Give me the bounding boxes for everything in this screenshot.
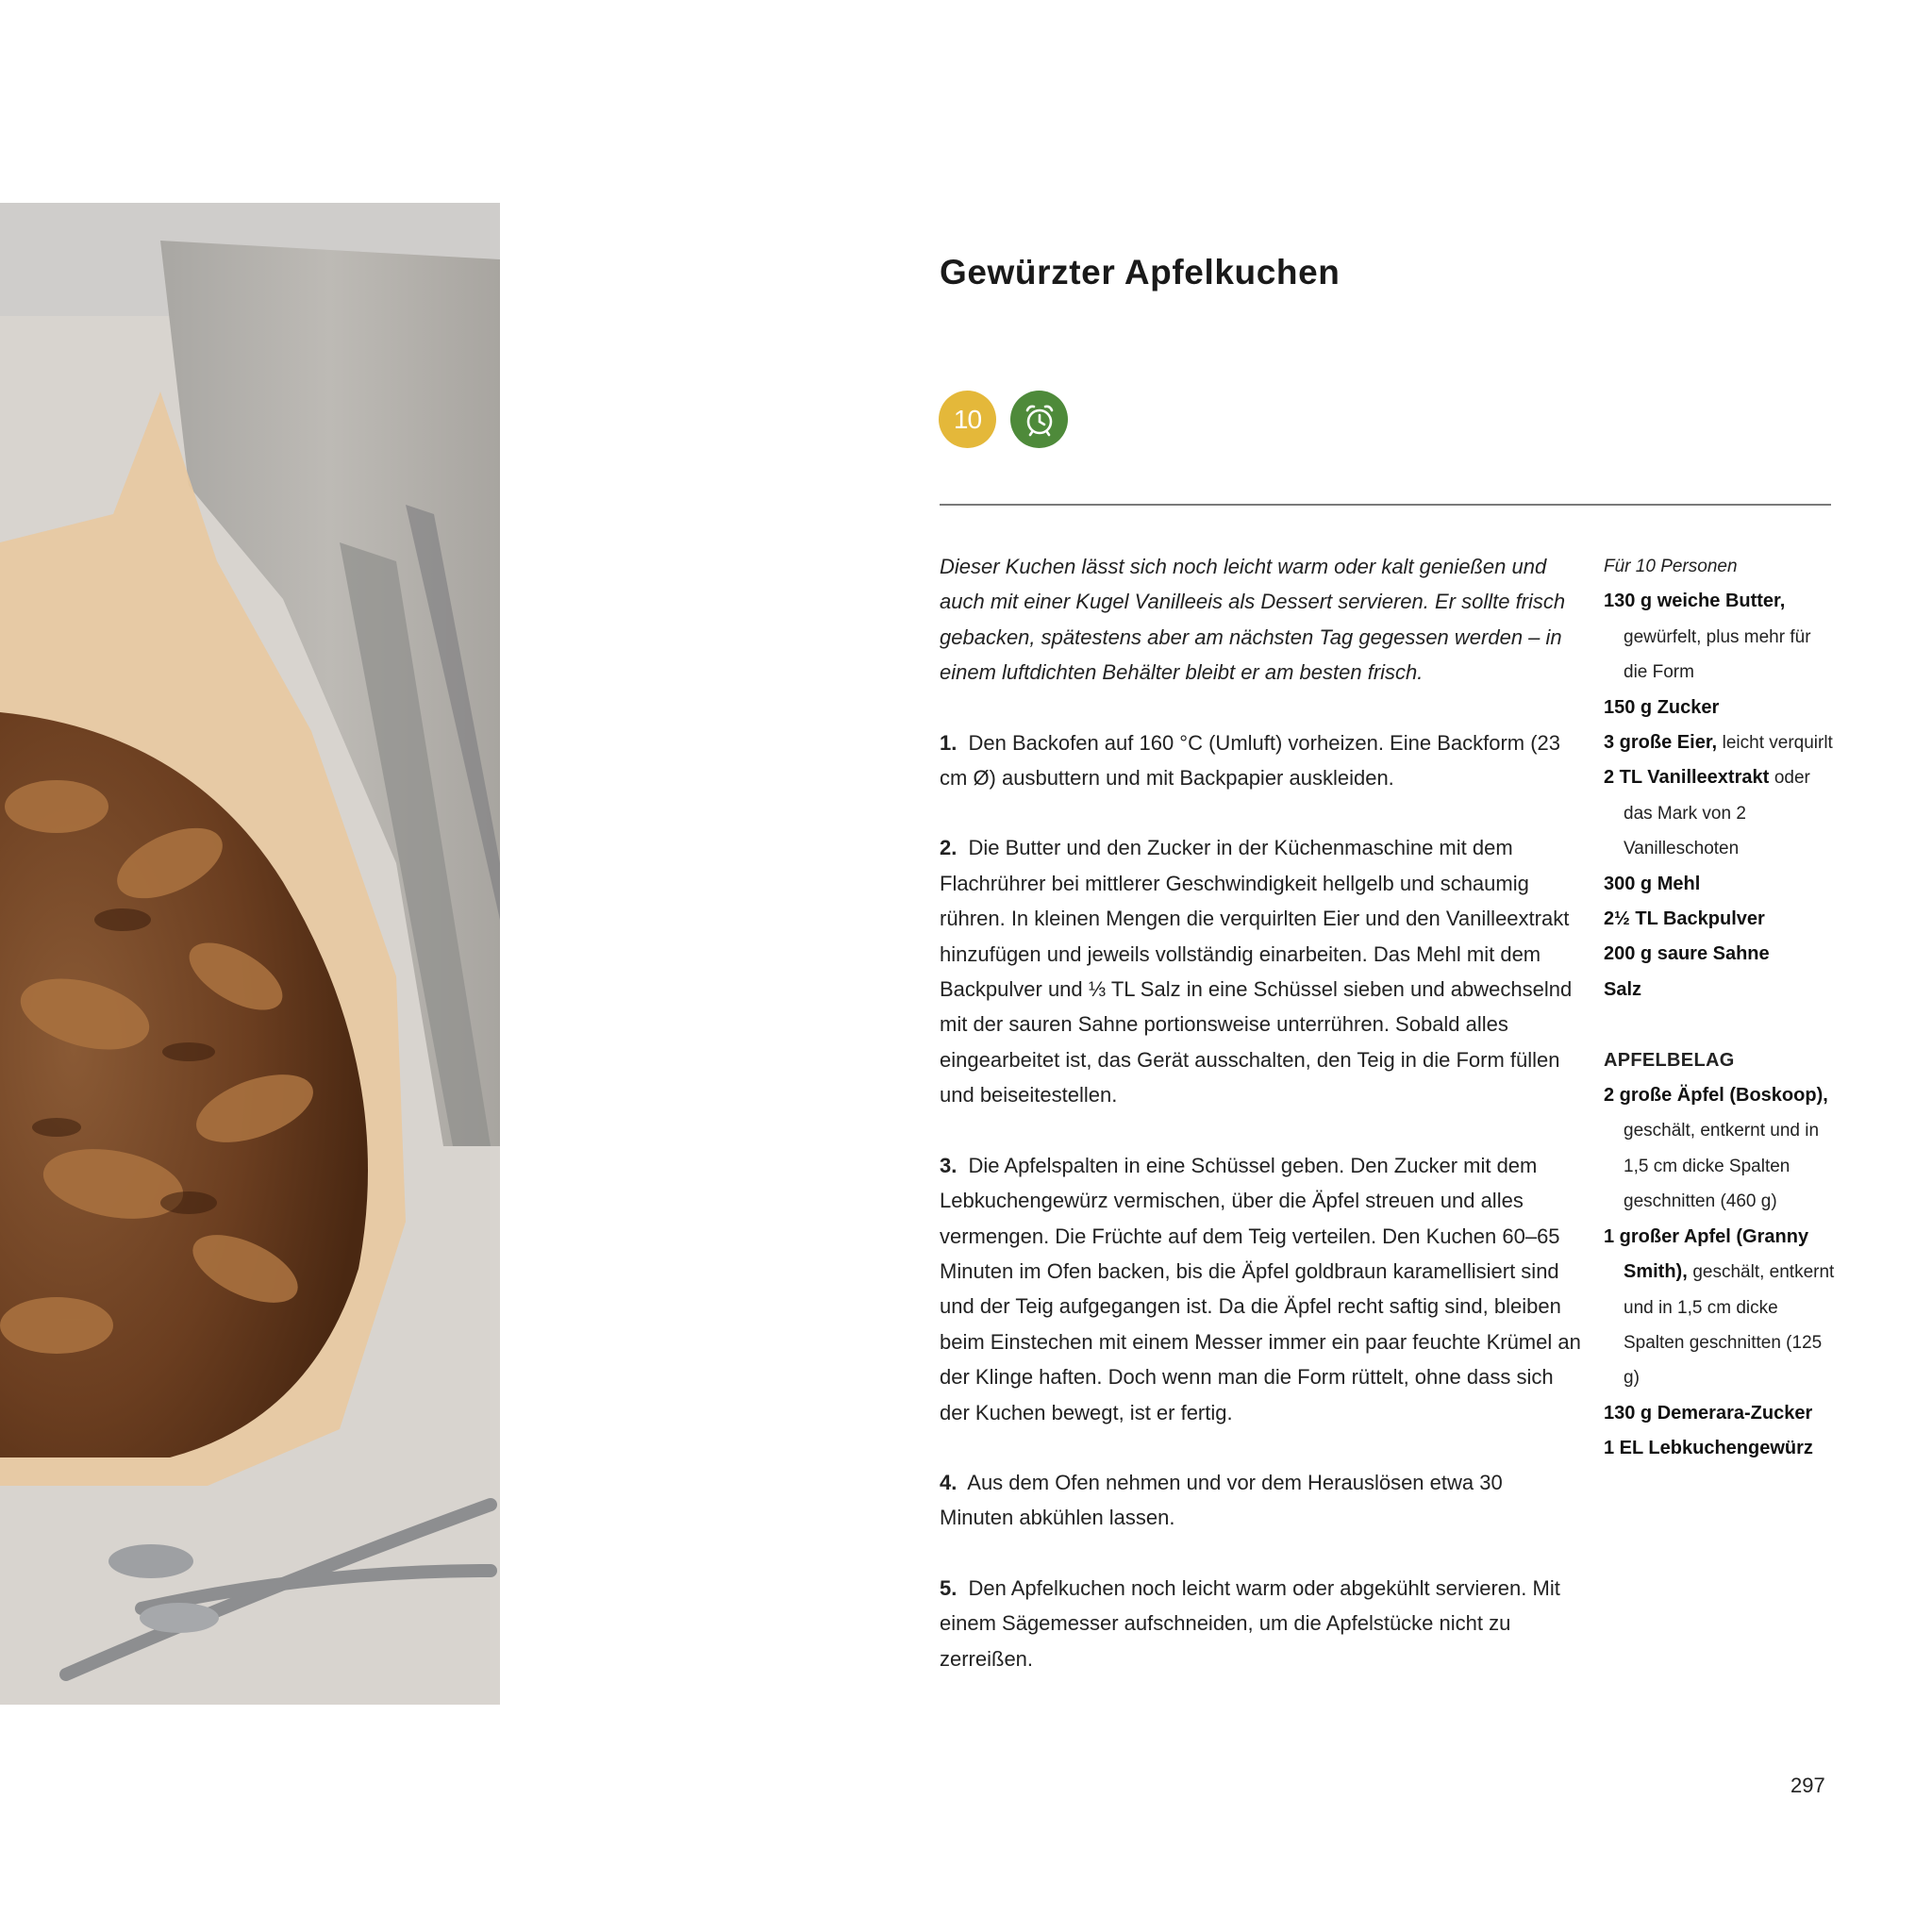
method-step <box>940 830 1581 1112</box>
title-divider <box>940 504 1831 506</box>
method-step <box>940 725 1581 796</box>
ingredient-note: geschält, entkernt und in 1,5 cm dicke Spalten geschnitten (460 g) <box>1624 1121 1820 1212</box>
step-number: 4. <box>940 1470 958 1494</box>
page-number: 297 <box>1790 1774 1825 1797</box>
ingredients-column <box>1604 549 1840 1467</box>
step-number: 3. <box>940 1153 958 1177</box>
ingredient-note: leicht verquirlt <box>1722 733 1833 754</box>
ingredient-amount: 200 g saure Sahne <box>1604 943 1770 965</box>
ingredient-amount: 2 TL Vanilleextrakt <box>1604 767 1770 789</box>
method-column <box>940 549 1581 1711</box>
method-step <box>940 1465 1581 1536</box>
ingredient-item <box>1604 1431 1840 1466</box>
ingredient-amount: 1 großer Apfel (Granny Smith), <box>1604 1225 1809 1283</box>
ingredient-amount: 130 g weiche Butter, <box>1604 591 1786 612</box>
step-number: 1. <box>940 730 958 755</box>
apple-cake-photo <box>0 203 500 1705</box>
ingredient-amount: 300 g Mehl <box>1604 873 1701 894</box>
recipe-intro: Dieser Kuchen lässt sich noch leicht warm oder kalt genießen und auch mit einer Kugel Vanilleeis als Dessert servieren. Er sollte frisch gebacken, spätestens aber am nächsten Tag gegessen werden – in einem luftdichten Behälter bleibt er am besten frisch. <box>940 555 1566 685</box>
alarm-clock-icon <box>1010 391 1068 448</box>
ingredient-item <box>1604 867 1840 902</box>
servings-count-badge: 10 <box>939 391 996 448</box>
ingredient-item <box>1604 1396 1840 1431</box>
step-number: 2. <box>940 836 958 860</box>
ingredient-amount: Salz <box>1604 978 1642 1000</box>
step-text: Aus dem Ofen nehmen und vor dem Herauslösen etwa 30 Minuten abkühlen lassen. <box>940 1470 1503 1530</box>
ingredient-amount: 130 g Demerara-Zucker <box>1604 1402 1813 1424</box>
ingredient-item <box>1604 760 1840 866</box>
ingredient-item <box>1604 937 1840 972</box>
ingredient-amount: 150 g Zucker <box>1604 696 1720 718</box>
method-step <box>940 1148 1581 1430</box>
recipe-badges <box>939 391 1068 448</box>
recipe-title: Gewürzter Apfelkuchen <box>940 253 1341 291</box>
ingredient-item <box>1604 902 1840 937</box>
step-number: 5. <box>940 1575 958 1600</box>
step-text: Die Butter und den Zucker in der Küchenmaschine mit dem Flachrührer bei mittlerer Geschwindigkeit hellgelb und schaumig rühren. In kleinen Mengen die verquirlten Eier und den Vanilleextrakt hinzufügen und jeweils vollständig einarbeiten. Das Mehl mit dem Backpulver und ⅓ TL Salz in eine Schüssel sieben und abwechselnd mit der sauren Sahne portionsweise unterrühren. Sobald alles eingearbeitet ist, das Gerät ausschalten, den Teig in die Form füllen und beiseitestellen. <box>940 836 1573 1108</box>
ingredient-amount: 3 große Eier, <box>1604 732 1718 754</box>
ingredient-item <box>1604 691 1840 725</box>
method-step <box>940 1571 1581 1676</box>
ingredient-note: gewürfelt, plus mehr für die Form <box>1624 626 1811 683</box>
topping-heading: APFELBELAG <box>1604 1049 1735 1071</box>
step-text: Den Apfelkuchen noch leicht warm oder abgekühlt servieren. Mit einem Sägemesser aufschneiden, um die Apfelstücke nicht zu zerreißen. <box>940 1575 1560 1671</box>
ingredient-note: geschält, entkernt und in 1,5 cm dicke Spalten geschnitten (125 g) <box>1624 1262 1835 1389</box>
ingredient-amount: 2 große Äpfel (Boskoop), <box>1604 1085 1828 1107</box>
ingredient-item <box>1604 973 1840 1008</box>
ingredient-amount: 2½ TL Backpulver <box>1604 908 1765 930</box>
step-text: Die Apfelspalten in eine Schüssel geben. Den Zucker mit dem Lebkuchengewürz vermischen, über die Äpfel streuen und alles vermengen. Die Früchte auf dem Teig verteilen. Den Kuchen 60–65 Minuten im Ofen backen, bis die Äpfel goldbraun karamellisiert sind und der Teig aufgegangen ist. Da die Äpfel recht saftig sind, bleiben beim Einstechen mit einem Messer immer ein paar feuchte Krümel an der Klinge haften. Doch wenn man die Form rüttelt, ohne dass sich der Kuchen bewegt, ist er fertig. <box>940 1153 1581 1424</box>
ingredient-item <box>1604 1220 1840 1396</box>
ingredient-item <box>1604 1078 1840 1220</box>
step-text: Den Backofen auf 160 °C (Umluft) vorheizen. Eine Backform (23 cm Ø) ausbuttern und mit Backpapier auskleiden. <box>940 730 1561 791</box>
ingredient-note: oder das Mark von 2 Vanilleschoten <box>1624 768 1810 859</box>
ingredient-item <box>1604 584 1840 690</box>
ingredient-item <box>1604 725 1840 760</box>
servings-text: Für 10 Personen <box>1604 557 1738 576</box>
ingredient-amount: 1 EL Lebkuchengewürz <box>1604 1438 1813 1459</box>
